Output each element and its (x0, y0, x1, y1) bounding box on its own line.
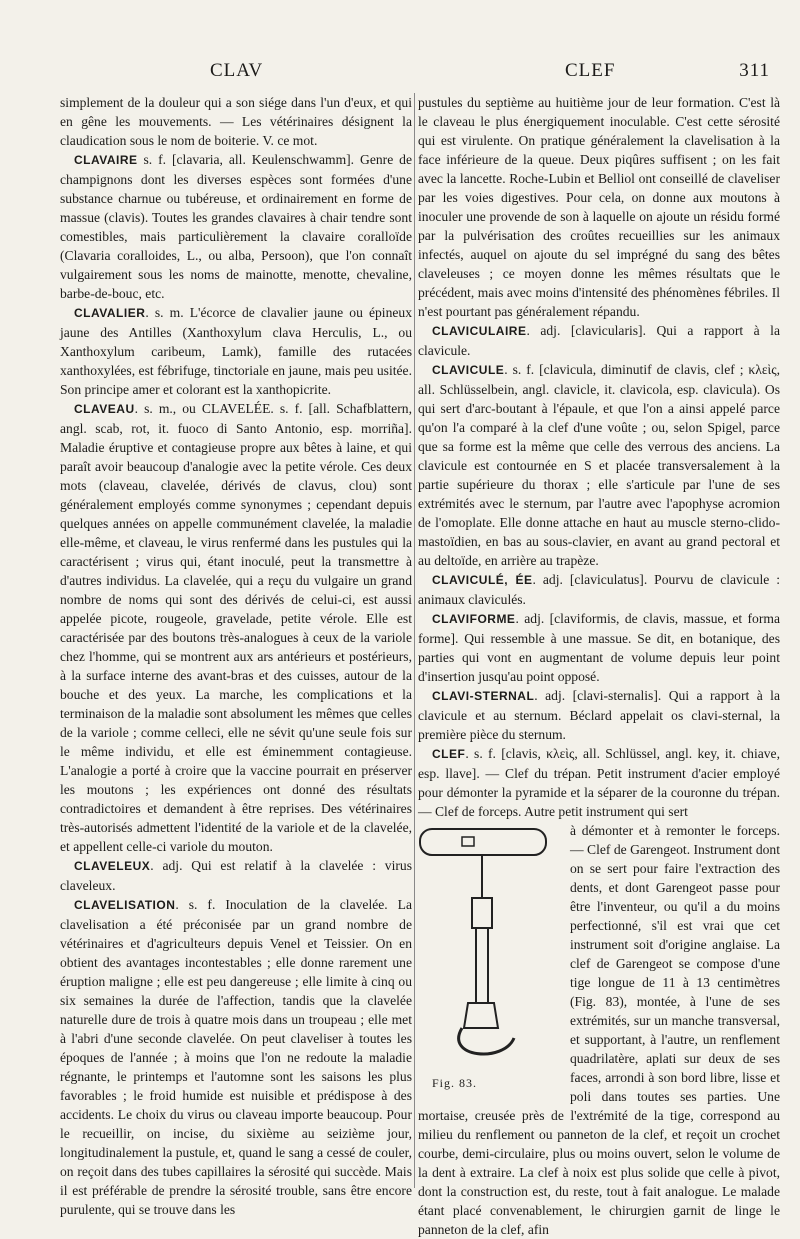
entry-clef-continuation: à démonter et à remonter le forceps. — Clef de Garengeot. Instrument dont on se sert pour faire l'extraction des dents, et dont Garengeot passe pour être l'inventeur, ou qu'il a du moins perfectionné, s'il est vrai que cet instrument soit d'origine anglaise. La clef de Garengeot se compose d'une tige longue de 11 à 13 centimètres (Fig. 83), montée, à l'une de ses extrémités, sur un manche transversal, et supportant, à l'autre, un renflement quadrilatère, aplati sur deux de ses faces, arrondi à son bord libre, lisse et poli dans toutes ses parties. Une mortaise, creusée près de l'extrémité de la tige, correspond au milieu du renflement ou panneton de la clef, et reçoit un crochet courbe, demi-circulaire, plus ou moins ouvert, selon le volume de la dent à extraire. La clef à noix est plus solide que celle à pivot, dont la construction est, du reste, tout à fait analogue. Le malade étant placé convenablement, le chirurgien garnit de linge le panneton de la clef, afin (418, 823, 780, 1237)
page-header (60, 60, 770, 90)
headword: CLAVELEUX (74, 859, 151, 873)
headword: CLAVEAU (74, 402, 135, 416)
paragraph-continuation: simplement de la douleur qui a son siége dans l'un d'eux, et qui en gêne les mouvements. — Les vétérinaires désignent la claudication sous le nom de boiterie. V. ce mot. (60, 95, 412, 148)
entry-clavicule: CLAVICULE. s. f. [clavicula, diminutif de clavis, clef ; κλεὶς, all. Schlüsselbein, angl. clavicle, it. clavicola, esp. clavicula). Os qui sert d'arc-boutant à l'épaule, et que l'on a ainsi appelé parce qu'on l'a comparé à la clef d'une voûte ; ou, selon Spigel, parce que sa forme est la même que celle des verrous des anciens. La clavicule est contournée en S et placée transversalement à la partie supérieure du thorax ; elle s'articule par l'une de ses extrémités avec le sternum, par l'autre avec l'apophyse acromion de l'omoplate. Elle donne attache en haut au muscle sterno-clido-mastoïdien, en bas au sous-clavier, en avant au grand pectoral et au deltoïde, en arrière au trapèze. (418, 362, 780, 568)
entry-clavaire: CLAVAIRE s. f. [clavaria, all. Keulenschwamm]. Genre de champignons dont les diverses espèces sont formées d'une substance charnue ou tubéreuse, et ordinairement en forme de massue (clavis). Toutes les grandes clavaires à chair tendre sont comestibles, mais particulièrement la clavaire coralloïde (Clavaria coralloides, L., ou alba, Persoon), que l'on connaît vulgairement sous les noms de mainotte, menotte, chevaline, barbe-de-bouc, etc. (60, 152, 412, 301)
entry-claviforme: CLAVIFORME. adj. [claviformis, de clavis, massue, et forma forme]. Qui ressemble à une massue. Se dit, en botanique, des parties qui vont en augmentant de volume depuis leur point d'insertion jusqu'au point opposé. (418, 611, 780, 684)
left-column (60, 93, 412, 1219)
key-panneton (464, 1003, 498, 1028)
paragraph-continuation: pustules du septième au huitième jour de leur formation. C'est là le claveau le plus énergiquement inoculable. C'est cette sérosité qui est virulente. On pratique généralement la clavelisation à la face inférieure de la queue. Deux piqûres suffisent ; on les fait avec la lancette. Roche-Lubin et Belliol ont conseillé de claveliser par les voies digestives. Pour cela, on donne aux moutons à inoculer une provende de son à laquelle on ajoute un résidu formé par la pulvérisation des croûtes recueillies sur les animaux infectés, auquel on ajoute du sel imprégné du sang des bêtes claveleuses ; ce moyen donne les mêmes résultats que le précédent, mais avec moins d'intensité des phénomènes fébriles. Il n'est pourtant pas généralement répandu. (418, 95, 780, 319)
figure-caption: Fig. 83. (432, 1076, 478, 1090)
entry-clavalier: CLAVALIER. s. m. L'écorce de clavalier jaune ou épineux jaune des Antilles (Xanthoxylum clava Herculis, L., ou Xanthoxylum caribeum, Lamk), famille des rutacées xanthoxylées, est fébrifuge, tinctoriale en jaune, mais peu usitée. Son principe amer et colorant est la xanthopicrite. (60, 305, 412, 397)
page-number: 311 (739, 60, 770, 81)
entry-clavicule-ee: CLAVICULÉ, ÉE. adj. [claviculatus]. Pourvu de clavicule : animaux claviculés. (418, 572, 780, 607)
headword: CLAVAIRE (74, 153, 138, 167)
headword: CLEF (432, 747, 466, 761)
headword: CLAVELISATION (74, 898, 176, 912)
entry-clavelisation: CLAVELISATION. s. f. Inoculation de la clavelée. La clavelisation a été préconisée par un grand nombre de vétérinaires et d'agriculteurs depuis Venel et Teissier. On en obtient des avantages incontestables ; elle donne rarement une éruption maligne ; elle est peu dangereuse ; elle limite à cinq ou six semaines la durée de l'affection, tandis que la clavelée naturelle dure de trois à quatre mois dans un troupeau ; elle met à l'abri d'une seconde clavelée. On peut claveliser à toutes les époques de l'année ; à moins que l'on ne redoute la maladie régnante, le printemps et l'automne sont les saisons les plus favorables ; le froid humide est nuisible et prédispose à des accidents. Le choix du virus ou claveau importe beaucoup. Pour le recueillir, on incise, du sixième au seizième jour, longitudinalement la pustule, et, quand le sang a cessé de couler, on reçoit dans des tubes capillaires la sérosité qui succède. Mais il est préférable de prendre la sérosité trouble, sans être encore purulente, qui se trouve dans les (60, 897, 412, 1217)
right-column (418, 93, 780, 1239)
headword: CLAVIFORME (432, 612, 516, 626)
headword: CLAVICULAIRE (432, 324, 527, 338)
headword: CLAVI-STERNAL (432, 689, 535, 703)
entry-clavi-sternal: CLAVI-STERNAL. adj. [clavi-sternalis]. Qui a rapport à la clavicule et au sternum. Béclard appelait os clavi-sternal, la première pièce du sternum. (418, 688, 780, 742)
key-collar (472, 898, 492, 928)
handle-slot (462, 837, 474, 846)
entry-claveleux: CLAVELEUX. adj. Qui est relatif à la clavelée : virus claveleux. (60, 858, 412, 893)
figure-83-garengeot-key (414, 823, 562, 1093)
entry-claveau: CLAVEAU. s. m., ou CLAVELÉE. s. f. [all. Schafblattern, angl. scab, rot, it. fuoco di Santo Antonio, esp. morriña]. Maladie éruptive et contagieuse propre aux bêtes à laine, et qui paraît avoir beaucoup d'analogie avec la petite vérole. Ces deux mots (claveau, clavelée, dérivés de clavus, clou) sont généralement employés comme synonymes ; cependant depuis quelques années on appelle communément clavelée, la maladie elle-même, et claveau, le virus renfermé dans les pustules qui la caractérisent ; virus qui, étant inoculé, peut la transmettre à d'autres individus. La clavelée, qui a reçu du vulgaire un grand nombre de noms qui sont des dérivés de celui-ci, est aussi appelée picote, rougeole, gravelade, petite vérole. Elle est caractérisée par des boutons très-analogues à ceux de la variole chez l'homme, qui se montrent aux ars antérieurs et postérieurs, à la surface interne des avant-bras et des cuisses, autour de la bouche et des yeux. La marche, les complications et la terminaison de la maladie sont absolument les mêmes que celles de la variole ; comme celleci, elle ne sévit qu'une seule fois sur le même individu, et elle est éminemment contagieuse. L'analogie a porté à croire que la vaccine pourrait en préserver les moutons ; les expériences ont donné des résultats contradictoires et demandent à être reprises. Des vétérinaires très-autorisés admettent l'identité de la variole et de la clavelée, et appellent celle-ci variole du mouton. (60, 401, 412, 854)
headword: CLAVICULÉ, ÉE (432, 573, 533, 587)
running-head-left: CLAV (210, 60, 264, 81)
headword: CLAVALIER (74, 306, 146, 320)
key-handle (420, 829, 546, 855)
entry-clef: CLEF. s. f. [clavis, κλεὶς, all. Schlüssel, angl. key, it. chiave, esp. llave]. — Clef du trépan. Petit instrument d'acier employé pour démonter la pyramide et la séparer de la couronne du trépan. — Clef de forceps. Autre petit instrument qui sert (418, 746, 780, 819)
entry-claviculaire: CLAVICULAIRE. adj. [clavicularis]. Qui a rapport à la clavicule. (418, 323, 780, 358)
headword: CLAVICULE (432, 363, 505, 377)
key-hook (459, 1028, 514, 1054)
running-head-right: CLEF (565, 60, 616, 81)
garengeot-key-illustration (414, 823, 562, 1073)
